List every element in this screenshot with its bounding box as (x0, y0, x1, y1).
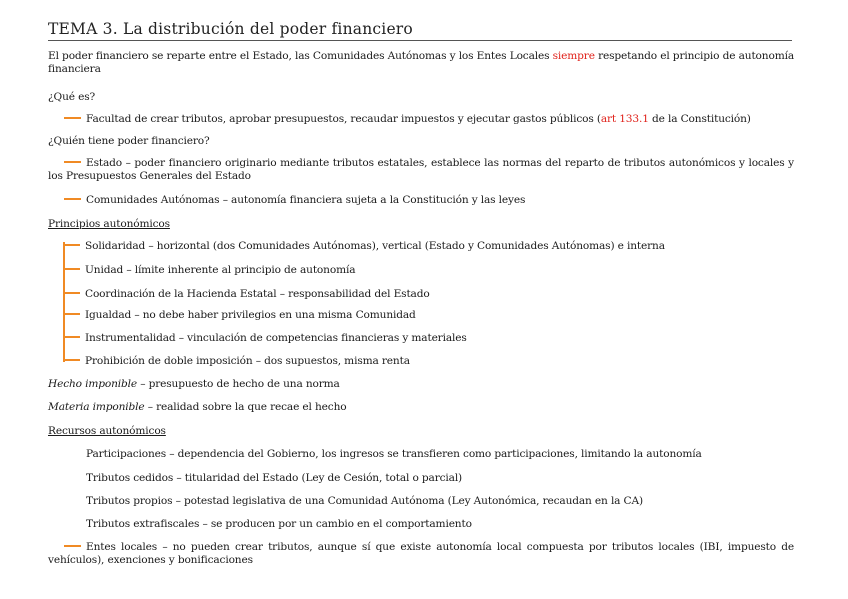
dash-bullet-icon (63, 244, 80, 246)
definition-text: Facultad de crear tributos, aprobar presupuestos, recaudar impuestos y ejecutar gastos públicos ( (86, 113, 601, 125)
dash-bullet-icon (64, 161, 81, 163)
ccaa-text: Comunidades Autónomas – autonomía financiera sujeta a la Constitución y las leyes (86, 194, 526, 206)
principio-item (63, 264, 355, 277)
question-what: ¿Qué es? (48, 91, 96, 103)
entes-locales-item (48, 541, 794, 567)
intro-text-end: respetando el principio de autonomía financiera (48, 50, 794, 75)
principio-text: Igualdad – no debe haber privilegios en una misma Comunidad (85, 309, 416, 321)
recurso-item: Tributos cedidos – titularidad del Estado (Ley de Cesión, total o parcial) (86, 472, 463, 484)
materia-imponible-line (48, 401, 346, 414)
principio-text: Solidaridad – horizontal (dos Comunidades Autónomas), vertical (Estado y Comunidades Autónomas) e interna (85, 240, 665, 252)
ccaa-item (64, 194, 525, 207)
question-who: ¿Quién tiene poder financiero? (48, 135, 210, 147)
dash-bullet-icon (63, 359, 80, 361)
dash-bullet-icon (63, 292, 80, 294)
definition-text-end: de la Constitución) (648, 113, 751, 125)
intro-highlight: siempre (552, 50, 595, 62)
dash-bullet-icon (63, 336, 80, 338)
definition-item (64, 113, 751, 126)
principios-heading: Principios autonómicos (48, 218, 170, 230)
recurso-item: Tributos extrafiscales – se producen por un cambio en el comportamiento (86, 518, 472, 530)
materia-imponible-term: Materia imponible (48, 401, 145, 413)
principio-text: Coordinación de la Hacienda Estatal – responsabilidad del Estado (85, 288, 430, 300)
entes-locales-text: Entes locales – no pueden crear tributos, aunque sí que existe autonomía local compuesta por tributos locales (IBI, impuesto de vehículos), exenciones y bonificaciones (48, 541, 794, 566)
intro-text: El poder financiero se reparte entre el Estado, las Comunidades Autónomas y los Entes Locales (48, 50, 553, 62)
principio-text: Prohibición de doble imposición – dos supuestos, misma renta (85, 355, 410, 367)
hecho-imponible-line (48, 378, 340, 391)
principio-item (63, 309, 416, 322)
dash-bullet-icon (63, 268, 80, 270)
principio-item (63, 355, 410, 368)
estado-item (48, 157, 794, 183)
page-title: TEMA 3. La distribución del poder financiero (48, 20, 792, 41)
constitution-reference: art 133.1 (600, 113, 649, 125)
principio-item (63, 332, 467, 345)
materia-imponible-definition: – realidad sobre la que recae el hecho (144, 401, 347, 413)
estado-text: Estado – poder financiero originario mediante tributos estatales, establece las normas del reparto de tributos autonómicos y locales y los Presupuestos Generales del Estado (48, 157, 794, 182)
principio-text: Instrumentalidad – vinculación de competencias financieras y materiales (85, 332, 467, 344)
principio-text: Unidad – límite inherente al principio de autonomía (85, 264, 356, 276)
principio-item (63, 240, 665, 253)
recurso-item: Tributos propios – potestad legislativa de una Comunidad Autónoma (Ley Autonómica, recaudan en la CA) (86, 495, 644, 507)
hecho-imponible-definition: – presupuesto de hecho de una norma (137, 378, 340, 390)
recursos-heading: Recursos autonómicos (48, 425, 166, 437)
principio-item (63, 288, 430, 301)
dash-bullet-icon (64, 117, 81, 119)
intro-paragraph (48, 50, 794, 76)
dash-bullet-icon (64, 198, 81, 200)
dash-bullet-icon (64, 545, 81, 547)
hecho-imponible-term: Hecho imponible (48, 378, 138, 390)
dash-bullet-icon (63, 313, 80, 315)
recurso-item: Participaciones – dependencia del Gobierno, los ingresos se transfieren como participaciones, limitando la autonomía (86, 448, 702, 460)
